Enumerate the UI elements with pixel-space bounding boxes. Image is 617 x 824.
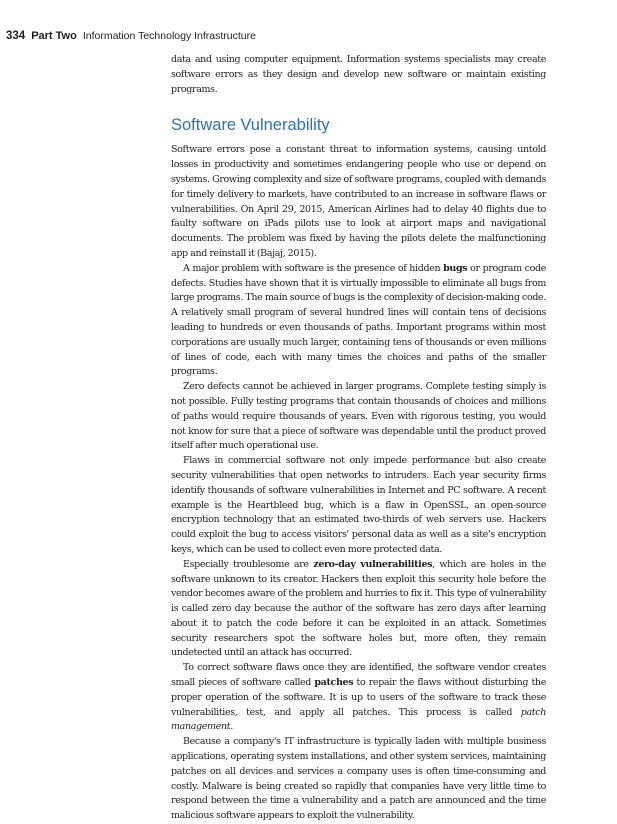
paragraph-patch-maintenance: Because a company's IT infrastructure is typically laden with multiple business applications, operating system installations, and other system services, maintaining patches on all devices and services a company uses is often time-consuming and costly. Malware is being created so rapidly that companies have very little time to respond between the time a vulnerability and a patch are announced and the time malicious software appears to exploit the vulnerability.: [171, 736, 546, 822]
paragraph-text: To correct software flaws once they are identified, the software vendor creates small pieces of software called: [171, 662, 546, 689]
section-heading: Software Vulnerability: [171, 116, 330, 135]
key-term-bugs: bugs: [443, 262, 468, 274]
page-number: 334: [6, 30, 26, 42]
key-term-patches: patches: [314, 677, 354, 689]
body-text: [171, 53, 546, 824]
key-term-zero-day: zero-day vulnerabilities: [313, 558, 433, 570]
paragraph-text: Especially troublesome are: [183, 558, 314, 570]
paragraph-security-flaws: Flaws in commercial software not only impede performance but also create security vulnerabilities that open networks to intruders. Each year security firms identify thousands of software vulnerabilities in Internet and PC software. A recent example is the Heartbleed bug, which is a flaw in OpenSSL, an open-source encryption technology that an estimated two-thirds of web servers use. Hackers could exploit the bug to access visitors' personal data as well as a site's encryption keys, which can be used to collect even more protected data.: [171, 455, 546, 555]
paragraph-bugs: [171, 262, 546, 380]
part-label: Part Two: [31, 30, 77, 42]
paragraph-text: to repair the flaws without disturbing the proper operation of the software. It is up to users of the software to track these vulnerabilities, test, and apply all patches. This process is called: [171, 677, 546, 718]
paragraph-software-errors: Software errors pose a constant threat to information systems, causing untold losses in productivity and sometimes endangering people who use or depend on systems. Growing complexity and size of software programs, coupled with demands for timely delivery to markets, have contributed to an increase in software flaws or vulnerabilities. On April 29, 2015, American Airlines had to delay 40 flights due to faulty software on iPads pilots use to look at airport maps and navigational documents. The problem was fixed by having the pilots delete the malfunctioning app and reinstall it (Bajaj, 2015).: [171, 144, 546, 259]
paragraph-patches: [171, 661, 546, 735]
paragraph-zero-day: [171, 558, 546, 662]
part-title: Information Technology Infrastructure: [82, 30, 256, 42]
paragraph-text: A major problem with software is the presence of hidden: [183, 262, 444, 274]
intro-paragraph: data and using computer equipment. Information systems specialists may create software errors as they design and develop new software or maintain existing programs.: [171, 54, 546, 95]
italic-term-patch-management: patch management: [171, 706, 546, 733]
paragraph-text: , which are holes in the software unknown to its creator. Hackers then exploit this security hole before the vendor becomes aware of the problem and hurries to fix it. This type of vulnerability is called zero day because the author of the software has zero days after learning about it to patch the code before it can be exploited in an attack. Sometimes security researchers spot the software holes but, more often, they remain undetected until an attack has occurred.: [171, 558, 546, 659]
running-header: [6, 30, 256, 42]
paragraph-text: or program code defects. Studies have shown that it is virtually impossible to eliminate all bugs from large programs. The main source of bugs is the complexity of decision-making code. A relatively small program of several hundred lines will contain tens of decisions leading to hundreds or even thousands of paths. Important programs within most corporations are usually much larger, containing tens of thousands or even millions of lines of code, each with many times the choices and paths of the smaller programs.: [171, 262, 547, 378]
paragraph-zero-defects: Zero defects cannot be achieved in larger programs. Complete testing simply is not possible. Fully testing programs that contain thousands of choices and millions of paths would require thousands of years. Even with rigorous testing, you would not know for sure that a piece of software was dependable until the product proved itself after much operational use.: [171, 381, 546, 452]
paragraph-text: .: [230, 721, 233, 733]
